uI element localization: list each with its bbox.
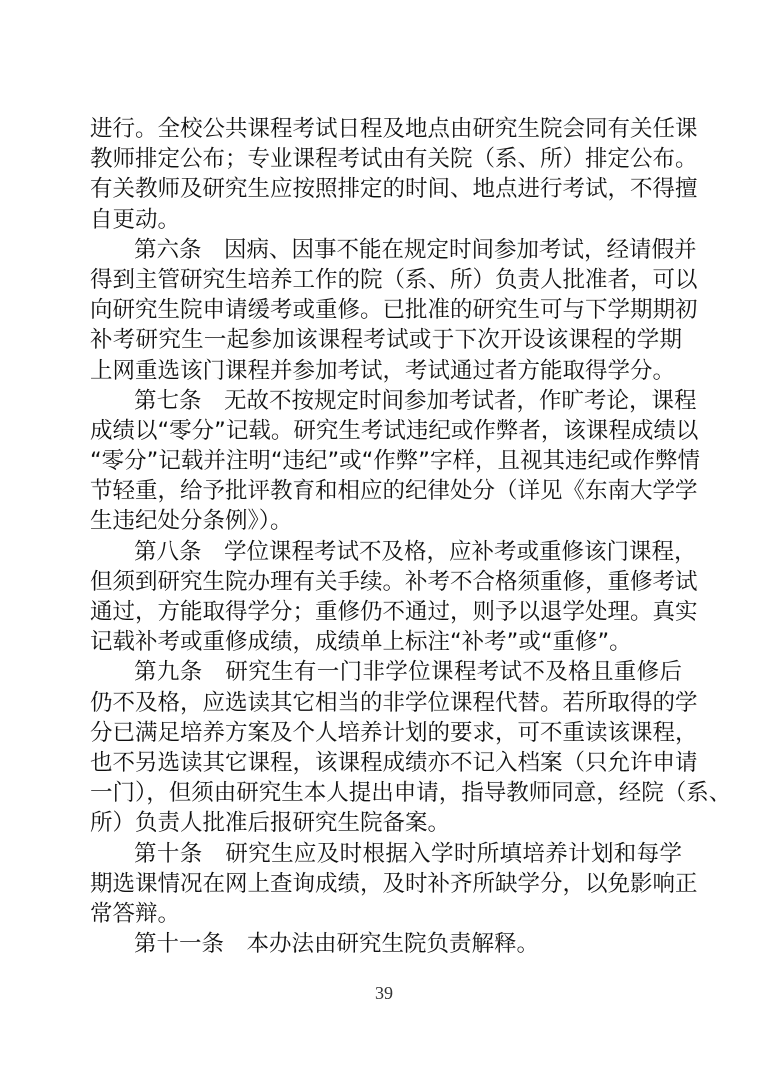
text-line: 仍不及格，应选读其它相当的非学位课程代替。若所取得的学	[90, 689, 698, 716]
text-line: 第六条 因病、因事不能在规定时间参加考试，经请假并	[134, 236, 697, 263]
paragraph-article-7	[90, 386, 700, 537]
paragraph-article-9	[90, 657, 732, 838]
paragraph-continuation	[90, 114, 698, 235]
text-line: 第十一条 本办法由研究生院负责解释。	[134, 931, 540, 958]
text-line: 第十条 研究生应及时根据入学时所填培养计划和每学	[134, 840, 682, 867]
text-line: 第九条 研究生有一门非学位课程考试不及格且重修后	[134, 659, 682, 686]
text-line: 也不另选读其它课程，该课程成绩亦不记入档案（只允许申请	[90, 749, 698, 776]
text-line: 补考研究生一起参加该课程考试或于下次开设该课程的学期	[90, 327, 682, 354]
text-line: 一门），但须由研究生本人提出申请，指导教师同意，经院（系、	[90, 780, 732, 807]
page-number: 39	[375, 983, 393, 1003]
text-line: 教师排定公布；专业课程考试由有关院（系、所）排定公布。	[90, 146, 698, 173]
text-line: 生违纪处分条例》）。	[90, 508, 293, 535]
text-line: 自更动。	[90, 206, 181, 233]
paragraph-article-11	[90, 929, 682, 959]
text-line: 第七条 无故不按规定时间参加考试者，作旷考论，课程	[134, 387, 697, 414]
text-line: 通过，方能取得学分；重修仍不通过，则予以退学处理。真实	[90, 599, 698, 625]
text-line: 第八条 学位课程考试不及格，应补考或重修该门课程，	[134, 538, 697, 565]
text-line: 节轻重，给予批评教育和相应的纪律处分（详见《东南大学学	[90, 478, 698, 505]
text-line: 期选课情况在网上查询成绩，及时补齐所缺学分，以免影响正	[90, 870, 698, 897]
text-line: 得到主管研究生培养工作的院（系、所）负责人批准者，可以	[90, 266, 698, 293]
text-line: 上网重选该门课程并参加考试，考试通过者方能取得学分。	[90, 357, 676, 384]
text-line: 有关教师及研究生应按照排定的时间、地点进行考试，不得擅	[90, 176, 698, 203]
text-line: 向研究生院申请缓考或重修。已批准的研究生可与下学期期初	[90, 297, 698, 324]
paragraph-article-10	[90, 839, 698, 930]
text-line: 记载补考或重修成绩，成绩单上标注“补考”或“重修”。	[90, 629, 632, 656]
text-line: 分已满足培养方案及个人培养计划的要求，可不重读该课程，	[90, 719, 698, 746]
paragraph-article-8	[90, 537, 698, 658]
text-line: 进行。全校公共课程考试日程及地点由研究生院会同有关任课	[90, 116, 698, 142]
text-line: 但须到研究生院办理有关手续。补考不合格须重修，重修考试	[90, 568, 698, 595]
body-text	[90, 114, 732, 959]
text-line: 常答辩。	[90, 900, 181, 927]
text-line: 所）负责人批准后报研究生院备案。	[90, 810, 451, 837]
paragraph-article-6	[90, 235, 698, 386]
text-line: “零分”记载并注明“违纪”或“作弊”字样，且视其违纪或作弊情	[90, 448, 700, 475]
text-line: 成绩以“零分”记载。研究生考试违纪或作弊者，该课程成绩以	[90, 417, 699, 444]
